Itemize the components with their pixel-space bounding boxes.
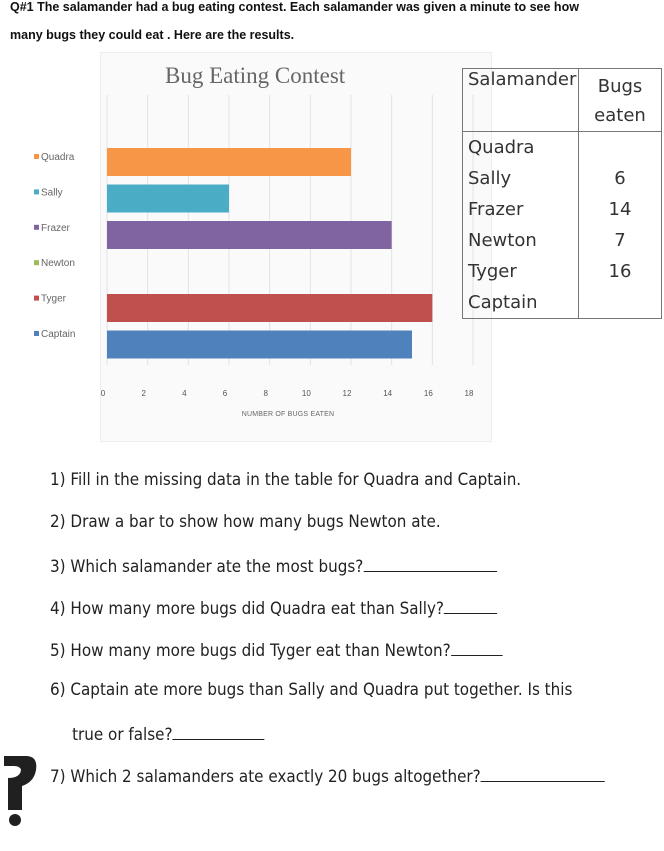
legend-swatch (34, 225, 39, 230)
table-header-value: Bugs eaten (579, 69, 662, 132)
legend-swatch (34, 331, 39, 336)
question-3: 3) Which salamander ate the most bugs? (50, 554, 497, 576)
legend-label: Tyger (41, 293, 67, 305)
bar-tyger (107, 294, 432, 322)
table-header-name: Salamander (463, 69, 579, 132)
table-cell-name: Quadra (468, 137, 535, 158)
legend-label: Frazer (41, 222, 70, 234)
chart-title: Bug Eating Contest (165, 63, 346, 88)
table-cell-value[interactable] (579, 287, 661, 318)
x-tick-label: 12 (342, 389, 352, 398)
question-6: 6) Captain ate more bugs than Sally and Quadra put together. Is this (50, 680, 573, 699)
legend-swatch (34, 260, 39, 265)
table-name-column (463, 132, 579, 319)
bar-frazer (107, 221, 392, 249)
x-tick-label: 0 (100, 389, 106, 398)
question-7: 7) Which 2 salamanders ate exactly 20 bugs altogether? (50, 764, 605, 786)
answer-blank-5[interactable] (451, 638, 503, 656)
corner-logo (0, 748, 44, 828)
header-line-2: many bugs they could eat . Here are the results. (10, 28, 295, 42)
table-cell-name: Sally (468, 168, 512, 189)
legend-swatch (34, 189, 39, 194)
legend-swatch (34, 296, 39, 301)
table-value-column[interactable] (579, 132, 662, 319)
table-cell-value: 16 (608, 261, 632, 282)
question-4: 4) How many more bugs did Quadra eat than Sally? (50, 596, 497, 618)
bar-captain (107, 331, 412, 359)
x-tick-label: 2 (141, 389, 146, 398)
x-tick-label: 8 (263, 389, 268, 398)
table-cell-name: Tyger (468, 261, 517, 282)
table-cell-value: 6 (614, 168, 626, 189)
legend-label: Quadra (41, 152, 75, 163)
answer-blank-3[interactable] (363, 554, 496, 572)
x-tick-label: 10 (301, 389, 311, 398)
answer-blank-4[interactable] (444, 596, 497, 614)
bar-sally (107, 185, 229, 213)
table-cell-name: Newton (468, 230, 537, 251)
data-table (462, 68, 662, 319)
table-cell-name: Frazer (468, 199, 524, 220)
question-5: 5) How many more bugs did Tyger eat than Newton? (50, 638, 502, 660)
question-2: 2) Draw a bar to show how many bugs Newton ate. (50, 512, 441, 531)
answer-blank-7[interactable] (481, 764, 605, 782)
table-cell-value: 7 (614, 230, 626, 251)
x-axis-title: NUMBER OF BUGS EATEN (241, 411, 335, 418)
legend-swatch (34, 154, 39, 159)
header-line-1: Q#1 The salamander had a bug eating contest. Each salamander was given a minute to see how (10, 0, 579, 14)
legend-label: Captain (41, 329, 76, 340)
table-cell-value: 14 (608, 199, 632, 220)
legend-label: Newton (41, 258, 75, 270)
x-tick-label: 6 (222, 389, 228, 398)
answer-blank-6[interactable] (173, 722, 265, 740)
table-cell-name: Captain (468, 292, 538, 313)
legend-label: Sally (41, 187, 63, 199)
table-cell-value[interactable] (579, 132, 661, 163)
x-tick-label: 18 (464, 389, 474, 398)
question-6-continued: true or false? (72, 722, 265, 744)
x-tick-label: 4 (182, 389, 187, 398)
x-tick-label: 14 (383, 389, 393, 398)
x-tick-label: 16 (423, 389, 433, 398)
bar-quadra (107, 148, 351, 176)
question-1: 1) Fill in the missing data in the table for Quadra and Captain. (50, 470, 522, 489)
